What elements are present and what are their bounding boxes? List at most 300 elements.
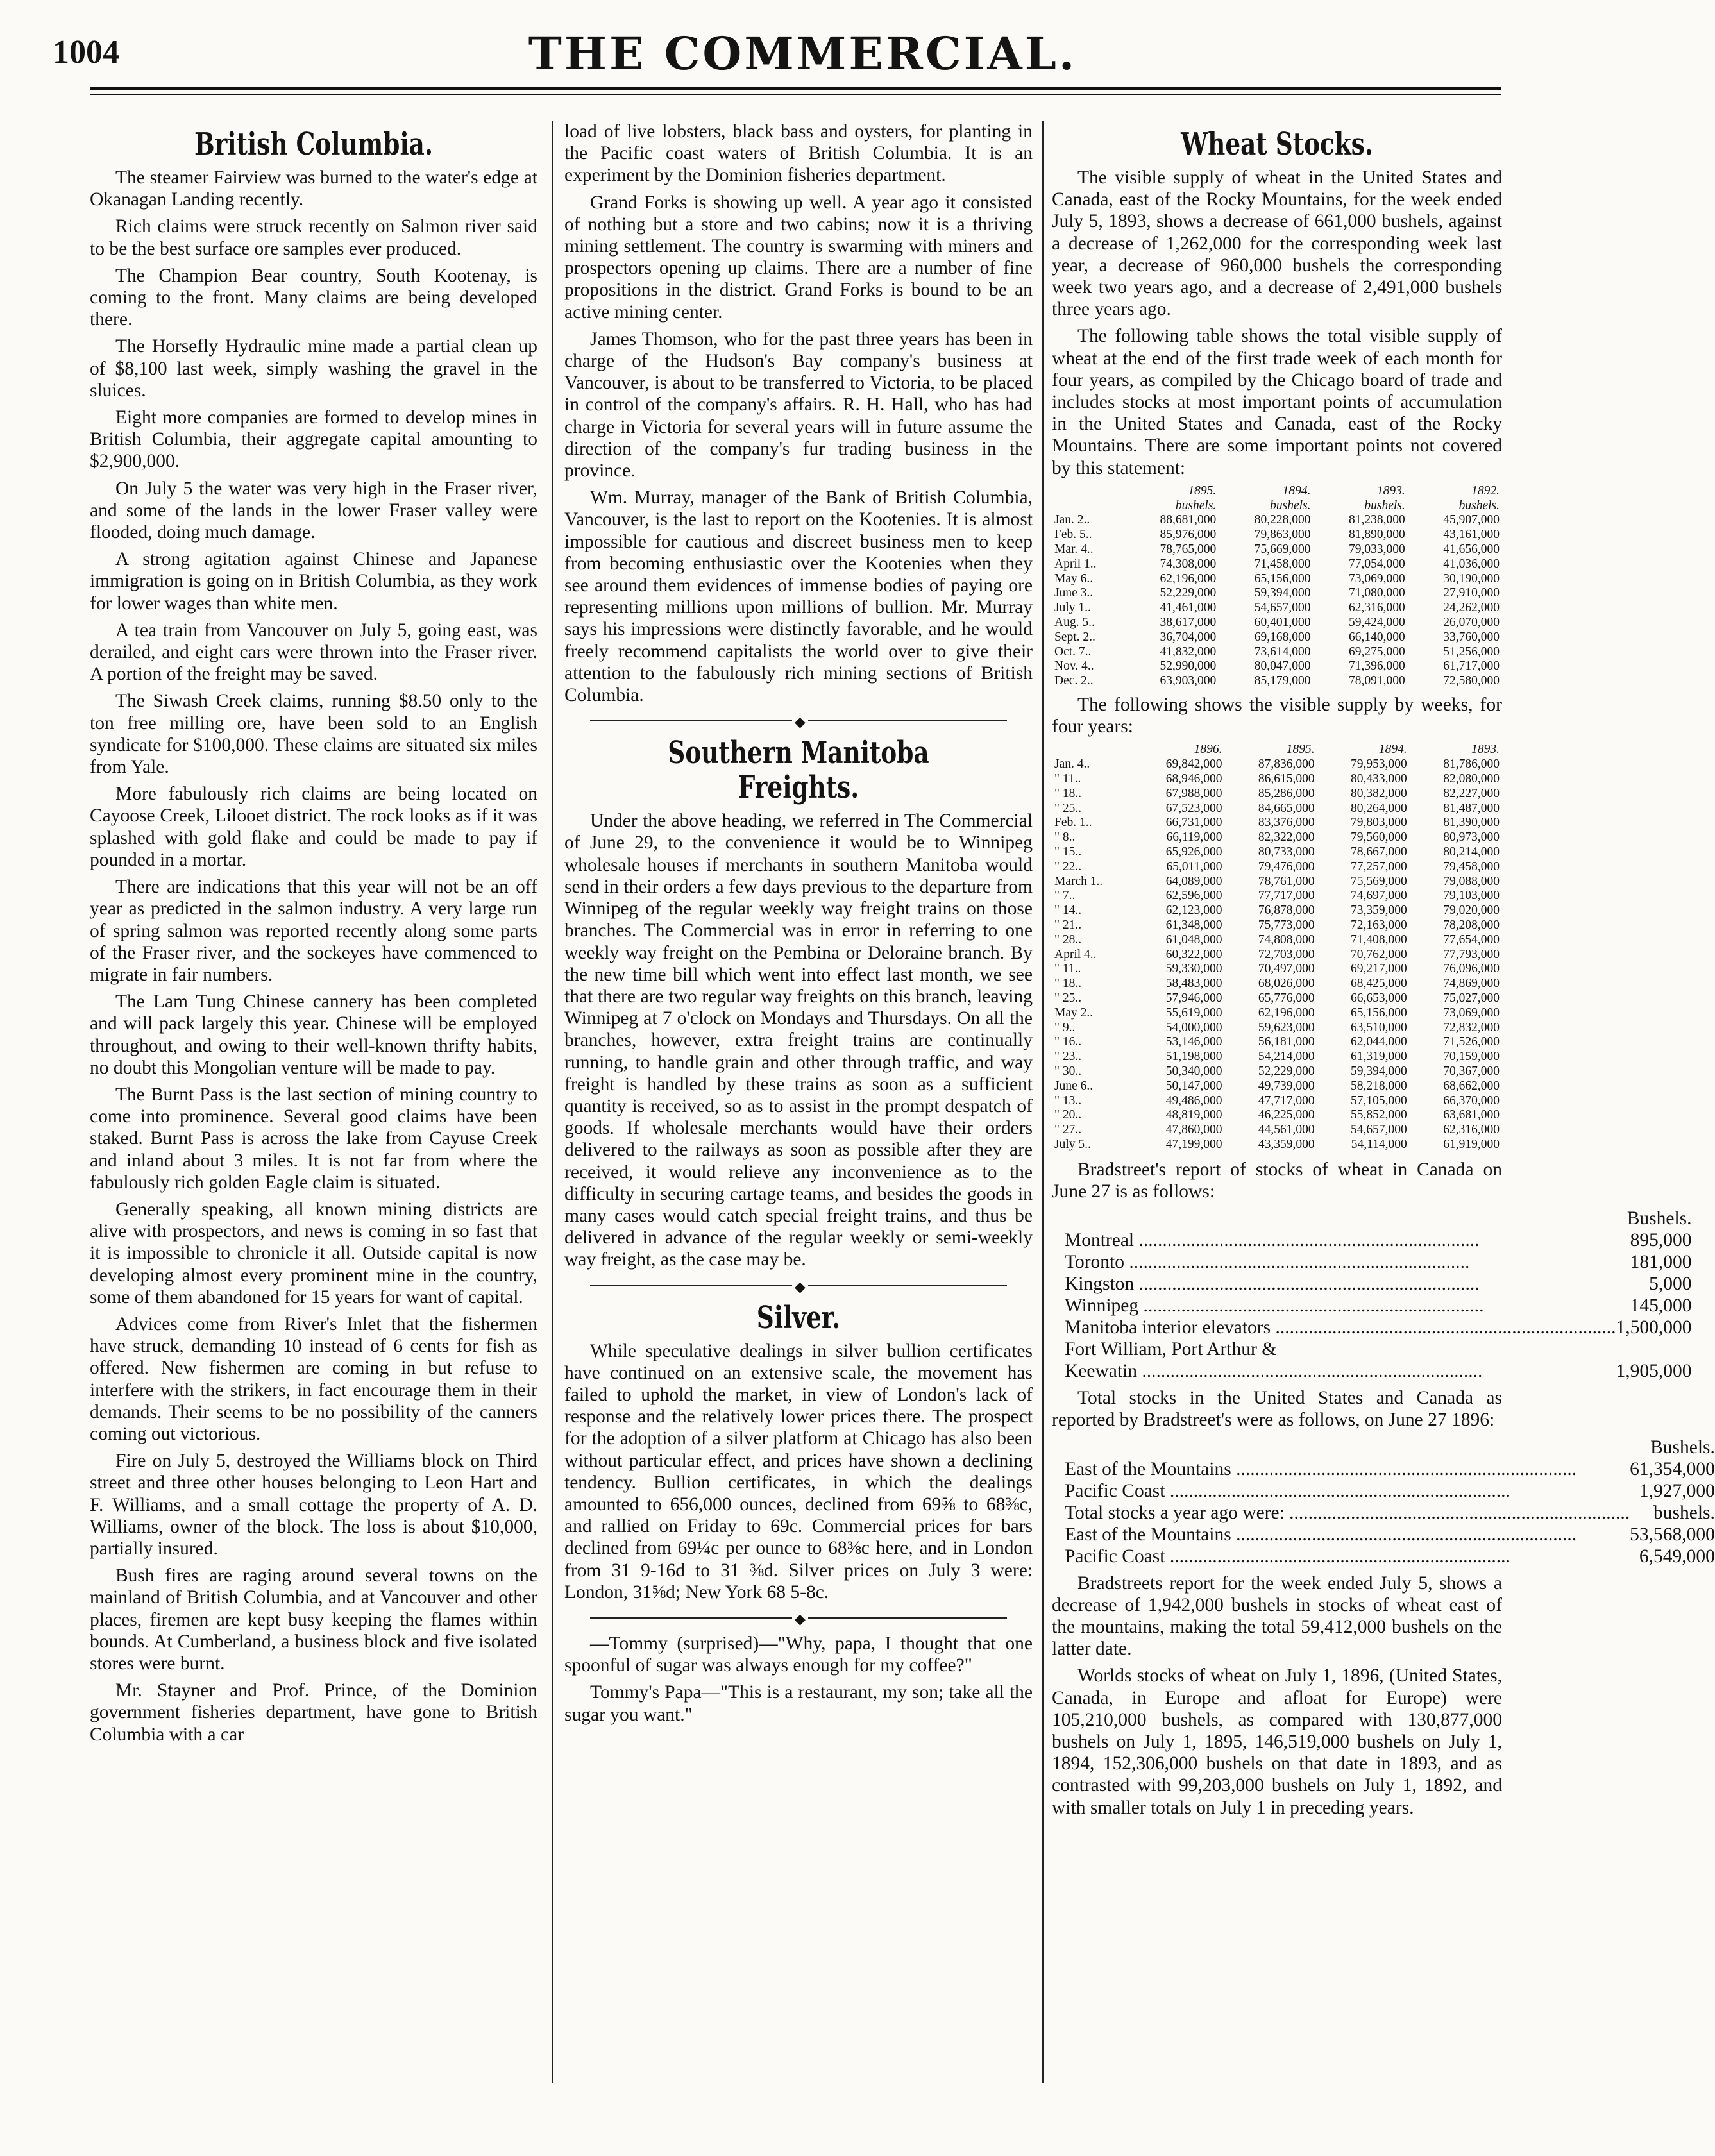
- row-label: July 5..: [1054, 1137, 1091, 1151]
- row-label: March 1..: [1054, 874, 1103, 888]
- stock-location: [1065, 1502, 1630, 1524]
- table-row: [1052, 586, 1502, 601]
- table-row: [1052, 816, 1502, 830]
- row-label: " 21..: [1054, 918, 1082, 932]
- table-row: [1052, 674, 1502, 689]
- table-cell: 54,657,000: [1254, 601, 1311, 615]
- article-paragraph: A tea train from Vancouver on July 5, going east, was derailed, and eight cars were thrown into the Fraser river. A portion of the freight may be saved.: [90, 619, 537, 685]
- stock-row: [1065, 1502, 1715, 1524]
- table-row: [1052, 889, 1502, 904]
- table-header-row: [1052, 743, 1502, 757]
- bushels-header: Bushels.: [1626, 1208, 1692, 1229]
- table-cell: 24,262,000: [1443, 601, 1500, 615]
- table-cell: 75,027,000: [1443, 991, 1500, 1005]
- table-cell: 54,657,000: [1351, 1123, 1407, 1137]
- table-cell: 80,733,000: [1258, 845, 1315, 859]
- article-paragraph: On July 5 the water was very high in the Fraser river, and some of the lands in the lower Fraser valley were flooded, doing much damage.: [90, 478, 537, 543]
- row-label: Dec. 2..: [1054, 674, 1094, 688]
- table-cell: 78,761,000: [1258, 874, 1315, 888]
- article-paragraph: More fabulously rich claims are being located on Cayoose Creek, Lilooet district. The rock looks as if it was splashed with gold flake and could be made to pay if pounded in a mortar.: [90, 784, 537, 870]
- article-paragraph: Bush fires are raging around several towns on the mainland of British Columbia, and at Vancouver and other places, firemen are kept busy keeping the flames within bounds. At Cumberland, a business block and five isolated stores were burnt.: [90, 1565, 537, 1674]
- table-row: [1052, 1123, 1502, 1138]
- table-cell: 67,988,000: [1165, 786, 1222, 800]
- row-label: " 27..: [1054, 1123, 1082, 1137]
- table-cell: 49,739,000: [1258, 1079, 1315, 1093]
- table-cell: 48,819,000: [1165, 1108, 1222, 1122]
- stock-location-label: Winnipeg: [1065, 1295, 1139, 1317]
- table-cell: 73,359,000: [1351, 904, 1407, 918]
- stock-amount: bushels.: [1653, 1502, 1715, 1523]
- stock-location-label: Montreal: [1065, 1230, 1135, 1251]
- weekly-supply-table: [1052, 743, 1502, 1152]
- table-cell: 84,665,000: [1258, 801, 1315, 815]
- table-row: [1052, 962, 1502, 977]
- article-paragraph: The Horsefly Hydraulic mine made a partial clean up of $8,100 last week, simply washing the gravel in the sluices.: [90, 336, 537, 401]
- table-cell: 52,990,000: [1160, 659, 1217, 673]
- page-header: [0, 0, 1605, 90]
- table-cell: 81,238,000: [1348, 513, 1405, 527]
- column-british-columbia: [90, 121, 537, 1751]
- unit-header: bushels.: [1270, 498, 1311, 512]
- table-header-row: [1052, 484, 1502, 499]
- row-label: " 30..: [1054, 1064, 1082, 1078]
- table-cell: 83,376,000: [1258, 816, 1315, 830]
- table-row: [1052, 557, 1502, 572]
- table-cell: 58,483,000: [1165, 977, 1222, 991]
- table-cell: 33,760,000: [1443, 630, 1500, 644]
- row-label: " 14..: [1054, 904, 1082, 918]
- table-cell: 66,370,000: [1443, 1093, 1500, 1107]
- stock-location-label: East of the Mountains: [1065, 1524, 1231, 1545]
- article-title-british-columbia: British Columbia.: [194, 126, 433, 162]
- stock-location-label: Manitoba interior elevators: [1065, 1317, 1271, 1338]
- stock-row: [1065, 1229, 1692, 1251]
- table-cell: 43,359,000: [1258, 1137, 1315, 1151]
- table-row: [1052, 1079, 1502, 1094]
- year-header: 1894.: [1378, 743, 1407, 757]
- table-cell: 75,569,000: [1351, 874, 1407, 888]
- article-paragraph: Mr. Stayner and Prof. Prince, of the Dominion government fisheries department, have gone to British Columbia with a car: [90, 1680, 537, 1745]
- article-paragraph: Grand Forks is showing up well. A year ago it consisted of nothing but a store and two cabins; now it is a thriving mining settlement. The country is swarming with miners and prospectors opening up claims. There are a number of fine propositions in the district. Grand Forks is bound to be an active mining center.: [564, 192, 1033, 323]
- table-cell: 62,596,000: [1165, 889, 1222, 903]
- article-paragraph: Fire on July 5, destroyed the Williams block on Third street and three other houses belonging to Leon Hart and F. Williams, and a small cottage the property of A. D. Williams, owner of the block. The loss is about $10,000, partially insured.: [90, 1451, 537, 1559]
- stock-amount: [1616, 1338, 1692, 1360]
- table-cell: 63,681,000: [1443, 1108, 1500, 1122]
- article-paragraph: The Lam Tung Chinese cannery has been completed and will pack largely this year. Chinese will be employed throughout, and owing to their well-known thrifty habits, no doubt this Mongolian venture will be made to pay.: [90, 991, 537, 1078]
- table-cell: 74,697,000: [1351, 889, 1407, 903]
- year-header: 1893.: [1471, 743, 1500, 757]
- table-cell: 81,890,000: [1348, 528, 1405, 542]
- table-cell: 66,731,000: [1165, 816, 1222, 830]
- row-label: " 18..: [1054, 786, 1082, 800]
- table-row: [1052, 875, 1502, 889]
- table-cell: 75,669,000: [1254, 543, 1311, 557]
- row-label: " 15..: [1054, 845, 1082, 859]
- table-row: [1052, 933, 1502, 948]
- article-paragraph: The visible supply of wheat in the United States and Canada, east of the Rocky Mountains, for the week ended July 5, 1893, shows a decrease of 661,000 bushels, against a decrease of 1,262,000 for the corresponding week last year, a decrease of 960,000 bushels the corresponding week two years ago, and a decrease of 2,491,000 bushels three years ago.: [1052, 167, 1502, 320]
- column-rule-2: [1042, 121, 1044, 2083]
- table-cell: 71,408,000: [1351, 932, 1407, 947]
- stock-location: [1065, 1524, 1630, 1545]
- table-cell: 79,953,000: [1351, 757, 1407, 771]
- table-cell: 51,198,000: [1165, 1050, 1222, 1064]
- table-row: [1052, 1065, 1502, 1079]
- table-cell: 45,907,000: [1443, 513, 1500, 527]
- stock-amount: 895,000: [1630, 1230, 1692, 1251]
- row-label: Aug. 5..: [1054, 616, 1095, 630]
- table-cell: 74,808,000: [1258, 932, 1315, 947]
- table-cell: 81,487,000: [1443, 801, 1500, 815]
- table-cell: 71,080,000: [1348, 586, 1405, 600]
- article-paragraph: The Siwash Creek claims, running $8.50 only to the ton free milling ore, have been sold to an English syndicate for $100,000. These claims are situated six miles from Yale.: [90, 691, 537, 778]
- stock-amount: 145,000: [1630, 1295, 1692, 1317]
- table-cell: 69,168,000: [1254, 630, 1311, 644]
- table-cell: 72,832,000: [1443, 1020, 1500, 1034]
- year-header: 1893.: [1376, 484, 1405, 498]
- table-cell: 54,000,000: [1165, 1020, 1222, 1034]
- table-cell: 79,863,000: [1254, 528, 1311, 542]
- table-cell: 75,773,000: [1258, 918, 1315, 932]
- row-label: Mar. 4..: [1054, 543, 1094, 557]
- table-cell: 62,316,000: [1443, 1123, 1500, 1137]
- column-middle: [564, 121, 1033, 1731]
- table-cell: 77,257,000: [1351, 859, 1407, 873]
- table-cell: 57,946,000: [1165, 991, 1222, 1005]
- row-label: April 4..: [1054, 947, 1097, 961]
- article-paragraph: Eight more companies are formed to develop mines in British Columbia, their aggregate capital amounting to $2,900,000.: [90, 407, 537, 472]
- table-cell: 78,667,000: [1351, 845, 1407, 859]
- masthead-title: THE COMMERCIAL.: [528, 27, 1077, 80]
- table-cell: 63,903,000: [1160, 674, 1217, 688]
- table-cell: 50,147,000: [1165, 1079, 1222, 1093]
- stock-location-label: Fort William, Port Arthur &: [1065, 1339, 1277, 1360]
- table-cell: 65,011,000: [1166, 859, 1222, 873]
- table-cell: 61,919,000: [1443, 1137, 1500, 1151]
- anecdote-paragraph: Tommy's Papa—"This is a restaurant, my son; take all the sugar you want.": [564, 1682, 1033, 1725]
- anecdote-paragraph: —Tommy (surprised)—"Why, papa, I thought that one spoonful of sugar was always enough for my coffee?": [564, 1633, 1033, 1676]
- stock-location-label: Keewatin: [1065, 1361, 1138, 1382]
- table-cell: 82,080,000: [1443, 772, 1500, 786]
- table-cell: 76,878,000: [1258, 904, 1315, 918]
- table-cell: 74,308,000: [1160, 557, 1217, 571]
- table-cell: 53,146,000: [1165, 1035, 1222, 1049]
- table-cell: 66,653,000: [1351, 991, 1407, 1005]
- table-row: [1052, 904, 1502, 918]
- table-cell: 70,762,000: [1351, 947, 1407, 961]
- table-row: [1052, 772, 1502, 787]
- row-label: Feb. 1..: [1054, 816, 1092, 830]
- row-label: " 9..: [1054, 1020, 1076, 1034]
- table-cell: 41,036,000: [1443, 557, 1500, 571]
- table-cell: 61,717,000: [1443, 659, 1500, 673]
- article-paragraph: The following shows the visible supply by weeks, for four years:: [1052, 695, 1502, 737]
- table-cell: 59,330,000: [1165, 962, 1222, 976]
- stock-row: [1065, 1524, 1715, 1545]
- table-cell: 62,123,000: [1165, 904, 1222, 918]
- table-row: [1052, 802, 1502, 816]
- table-cell: 72,703,000: [1258, 947, 1315, 961]
- article-paragraph: The steamer Fairview was burned to the water's edge at Okanagan Landing recently.: [90, 167, 537, 210]
- table-cell: 76,096,000: [1443, 962, 1500, 976]
- table-cell: 80,047,000: [1254, 659, 1311, 673]
- page-number: 1004: [53, 34, 119, 71]
- table-cell: 61,319,000: [1351, 1050, 1407, 1064]
- row-label: July 1..: [1054, 601, 1091, 615]
- table-cell: 51,256,000: [1443, 644, 1500, 659]
- table-cell: 66,140,000: [1348, 630, 1405, 644]
- table-cell: 57,105,000: [1351, 1093, 1407, 1107]
- article-paragraph: There are indications that this year will not be an off year as predicted in the salmon industry. A very large run of spring salmon was reported recently along some parts of the Fraser river, and the sockeyes have commenced to migrate in fair numbers.: [90, 877, 537, 985]
- table-row: [1052, 1094, 1502, 1109]
- table-cell: 82,322,000: [1258, 830, 1315, 845]
- table-row: [1052, 860, 1502, 875]
- stock-location: [1065, 1545, 1630, 1567]
- stock-row: [1065, 1251, 1692, 1273]
- row-label: " 13..: [1054, 1093, 1082, 1107]
- year-header: 1895.: [1188, 484, 1217, 498]
- stock-amount: 181,000: [1630, 1252, 1692, 1273]
- article-paragraph: Bradstreet's report of stocks of wheat in Canada on June 27 is as follows:: [1052, 1159, 1502, 1202]
- table-row: [1052, 1138, 1502, 1152]
- table-cell: 49,486,000: [1165, 1093, 1222, 1107]
- table-cell: 78,091,000: [1348, 674, 1405, 688]
- table-cell: 70,159,000: [1443, 1050, 1500, 1064]
- table-cell: 87,836,000: [1258, 757, 1315, 771]
- row-label: " 25..: [1054, 991, 1082, 1005]
- table-cell: 52,229,000: [1160, 586, 1217, 600]
- table-cell: 78,765,000: [1160, 543, 1217, 557]
- table-cell: 47,717,000: [1258, 1093, 1315, 1107]
- table-cell: 62,316,000: [1348, 601, 1405, 615]
- table-cell: 77,654,000: [1443, 932, 1500, 947]
- table-cell: 59,394,000: [1254, 586, 1311, 600]
- stock-amount: 1,500,000: [1616, 1317, 1692, 1338]
- table-cell: 55,852,000: [1351, 1108, 1407, 1122]
- table-cell: 59,424,000: [1348, 616, 1405, 630]
- table-row: [1052, 1035, 1502, 1050]
- table-cell: 54,114,000: [1351, 1137, 1407, 1151]
- table-cell: 69,217,000: [1351, 962, 1407, 976]
- row-label: " 18..: [1054, 977, 1082, 991]
- stock-row: [1065, 1458, 1715, 1480]
- stock-location: [1065, 1229, 1616, 1251]
- table-cell: 79,560,000: [1351, 830, 1407, 845]
- section-divider: [590, 1280, 1007, 1292]
- article-title-wheat-stocks: Wheat Stocks.: [1181, 126, 1373, 162]
- table-cell: 72,163,000: [1351, 918, 1407, 932]
- article-paragraph: Worlds stocks of wheat on July 1, 1896, (United States, Canada, in Europe and afloat for Europe) were 105,210,000 bushels, as compared with 130,877,000 bushels on July 1, 1895, 146,519,000 bushels on July 1, 1894, 152,306,000 bushels on that date in 1893, and as contrasted with 99,203,000 bushels on July 1, 1892, and with smaller totals on July 1 in preceding years.: [1052, 1665, 1502, 1818]
- table-cell: 73,069,000: [1348, 571, 1405, 585]
- table-cell: 77,793,000: [1443, 947, 1500, 961]
- table-cell: 80,214,000: [1443, 845, 1500, 859]
- table-cell: 68,662,000: [1443, 1079, 1500, 1093]
- table-row: [1052, 977, 1502, 991]
- table-cell: 73,614,000: [1254, 644, 1311, 659]
- stock-row: [1065, 1545, 1715, 1567]
- row-label: " 25..: [1054, 801, 1082, 815]
- table-cell: 58,218,000: [1351, 1079, 1407, 1093]
- article-paragraph: The Champion Bear country, South Kootenay, is coming to the front. Many claims are being developed there.: [90, 265, 537, 330]
- row-label: Nov. 4..: [1054, 659, 1094, 673]
- table-row: [1052, 572, 1502, 587]
- table-cell: 85,179,000: [1254, 674, 1311, 688]
- table-row: [1052, 543, 1502, 557]
- stock-location: [1065, 1480, 1630, 1502]
- table-row: [1052, 601, 1502, 616]
- table-cell: 69,842,000: [1165, 757, 1222, 771]
- section-divider: [590, 1612, 1007, 1624]
- table-row: [1052, 659, 1502, 674]
- table-cell: 46,225,000: [1258, 1108, 1315, 1122]
- row-label: May 6..: [1054, 571, 1094, 585]
- table-cell: 62,196,000: [1160, 571, 1217, 585]
- row-label: " 11..: [1054, 962, 1081, 976]
- stock-location: [1065, 1295, 1616, 1317]
- us-canada-stocks-table: [1065, 1436, 1715, 1567]
- stock-amount: 1,905,000: [1616, 1361, 1692, 1382]
- year-header: 1892.: [1471, 484, 1500, 498]
- table-row: [1052, 1050, 1502, 1065]
- table-cell: 79,033,000: [1348, 543, 1405, 557]
- table-cell: 78,208,000: [1443, 918, 1500, 932]
- stock-row: [1065, 1273, 1692, 1295]
- table-cell: 79,476,000: [1258, 859, 1315, 873]
- table-unit-row: [1052, 499, 1502, 514]
- row-label: Sept. 2..: [1054, 630, 1095, 644]
- table-cell: 65,926,000: [1165, 845, 1222, 859]
- row-label: April 1..: [1054, 557, 1097, 571]
- table-cell: 85,286,000: [1258, 786, 1315, 800]
- article-paragraph: Generally speaking, all known mining districts are alive with prospectors, and news is coming in so fast that it is impossible to chronicle it all. Outside capital is now developing almost every prominent mine in the country, some of them abandoned for 15 years for want of capital.: [90, 1199, 537, 1308]
- unit-header: bushels.: [1458, 498, 1500, 512]
- table-cell: 79,803,000: [1351, 816, 1407, 830]
- stock-location: [1065, 1273, 1616, 1295]
- table-cell: 47,199,000: [1165, 1137, 1222, 1151]
- stock-location-label: Pacific Coast: [1065, 1545, 1165, 1567]
- row-label: Jan. 4..: [1054, 757, 1090, 771]
- article-paragraph: The Burnt Pass is the last section of mining country to come into prominence. Several good claims have been staked. Burnt Pass is across the lake from Cayuse Creek and inland about 3 miles. It is not far from where the fabulously rich golden Eagle claim is situated.: [90, 1084, 537, 1193]
- table-row: [1052, 1021, 1502, 1036]
- table-row: [1052, 948, 1502, 963]
- stock-row: [1065, 1317, 1692, 1338]
- year-header: 1894.: [1282, 484, 1311, 498]
- table-cell: 77,054,000: [1348, 557, 1405, 571]
- monthly-supply-rows: [1052, 513, 1502, 689]
- table-row: [1052, 787, 1502, 802]
- table-cell: 26,070,000: [1443, 616, 1500, 630]
- table-cell: 80,382,000: [1351, 786, 1407, 800]
- table-cell: 79,103,000: [1443, 889, 1500, 903]
- row-label: " 7..: [1054, 889, 1076, 903]
- row-label: May 2..: [1054, 1006, 1094, 1020]
- year-header: 1895.: [1286, 743, 1315, 757]
- table-row: [1052, 830, 1502, 845]
- table-cell: 59,394,000: [1351, 1064, 1407, 1078]
- table-cell: 64,089,000: [1165, 874, 1222, 888]
- article-paragraph: While speculative dealings in silver bullion certificates have continued on an extensive scale, the movement has failed to uphold the market, in view of London's lack of response and the relatively lower prices there. The prospect for the adoption of a silver platform at Chicago has also been without particular effect, and prices have shown a declining tendency. Bullion certificates, in which the dealings amounted to 656,000 ounces, declined from 69⅝ to 68⅜c, and rallied on Friday to 69c. Commercial prices for bars declined from 69¼c per ounce to 68⅜c here, and in London from 31 9-16d to 31 ⅜d. Silver prices on July 3 were: London, 31⅝d; New York 68 5-8c.: [564, 1340, 1033, 1603]
- table-row: [1052, 1108, 1502, 1123]
- table-row: [1052, 645, 1502, 660]
- table-cell: 62,196,000: [1258, 1006, 1315, 1020]
- article-paragraph: Rich claims were struck recently on Salmon river said to be the best surface ore samples ever produced.: [90, 216, 537, 259]
- bushels-header: Bushels.: [1650, 1436, 1715, 1458]
- header-rule-thin: [90, 94, 1501, 95]
- table-cell: 73,069,000: [1443, 1006, 1500, 1020]
- table-cell: 80,973,000: [1443, 830, 1500, 845]
- unit-header: bushels.: [1364, 498, 1405, 512]
- table-cell: 65,776,000: [1258, 991, 1315, 1005]
- table-cell: 62,044,000: [1351, 1035, 1407, 1049]
- table-cell: 79,088,000: [1443, 874, 1500, 888]
- table-cell: 80,264,000: [1351, 801, 1407, 815]
- table-cell: 77,717,000: [1258, 889, 1315, 903]
- table-cell: 43,161,000: [1443, 528, 1500, 542]
- table-cell: 41,461,000: [1160, 601, 1217, 615]
- table-cell: 55,619,000: [1165, 1006, 1222, 1020]
- table-cell: 72,580,000: [1443, 674, 1500, 688]
- stock-location-label: Pacific Coast: [1065, 1480, 1165, 1501]
- row-label: " 11..: [1054, 772, 1081, 786]
- table-cell: 65,156,000: [1351, 1006, 1407, 1020]
- canada-stocks-table: [1065, 1208, 1692, 1382]
- article-paragraph: Advices come from River's Inlet that the fishermen have struck, demanding 10 instead of 6 cents for fish as offered. New fishermen are coming in but refuse to interfere with the strikers, in fact encourage them in their demands. Their seems to be no possibility of the canners coming out victorious.: [90, 1313, 537, 1444]
- table-cell: 63,510,000: [1351, 1020, 1407, 1034]
- section-divider: [590, 715, 1007, 727]
- article-paragraph: Bradstreets report for the week ended July 5, shows a decrease of 1,942,000 bushels in stocks of wheat east of the mountains, making the total 59,412,000 bushels on the latter date.: [1052, 1572, 1502, 1660]
- table-cell: 41,656,000: [1443, 543, 1500, 557]
- table-row: [1052, 845, 1502, 860]
- stock-location: [1065, 1317, 1616, 1338]
- header-rule-thick: [90, 87, 1501, 90]
- table-cell: 66,119,000: [1166, 830, 1222, 845]
- stock-row: [1065, 1338, 1692, 1360]
- table-cell: 61,048,000: [1165, 932, 1222, 947]
- table-cell: 81,786,000: [1443, 757, 1500, 771]
- table-cell: 60,322,000: [1165, 947, 1222, 961]
- monthly-supply-table: [1052, 484, 1502, 689]
- stock-location: [1065, 1251, 1616, 1273]
- table-cell: 67,523,000: [1165, 801, 1222, 815]
- stock-row: [1065, 1360, 1692, 1382]
- table-cell: 41,832,000: [1160, 644, 1217, 659]
- table-cell: 30,190,000: [1443, 571, 1500, 585]
- article-paragraph: Under the above heading, we referred in The Commercial of June 29, to the convenience it would be to Winnipeg wholesale houses if merchants in southern Manitoba would send in their orders a few days previous to the departure from Winnipeg of the regular weekly way freight trains on those branches. The Commercial was in error in referring to one weekly way freight on the Pembina or Deloraine branch. By the new time bill which went into effect last month, we see that there are two regular way freights on this branch, leaving Winnipeg at 7 o'clock on Mondays and Thursdays. On all the branches, however, extra freight trains are continually running, to handle grain and other through traffic, and way freight is handled by these trains as soon as a sufficient quantity is received, so as to assist in the prompt despatch of goods. If wholesale merchants would have their orders delivered to the railways as soon as possible after they are received, it would relieve any inconvenience as to the difficulty in securing cartage teams, and besides the goods in many cases would catch special freight trains, and thus be delivered in advance of the regular weekly or semi-weekly way freight, as the case may be.: [564, 811, 1033, 1270]
- stock-amount: 1,927,000: [1639, 1480, 1715, 1501]
- table-row: [1052, 757, 1502, 772]
- row-label: June 6..: [1054, 1079, 1094, 1093]
- table-row: [1052, 630, 1502, 645]
- article-paragraph: load of live lobsters, black bass and oysters, for planting in the Pacific coast waters of British Columbia. It is an experiment by the Dominion fisheries department.: [564, 121, 1033, 186]
- stock-row: [1065, 1480, 1715, 1502]
- row-label: " 28..: [1054, 932, 1082, 947]
- table-row: [1052, 513, 1502, 528]
- row-label: " 22..: [1054, 859, 1082, 873]
- table-cell: 85,976,000: [1160, 528, 1217, 542]
- row-label: " 16..: [1054, 1035, 1082, 1049]
- table-cell: 86,615,000: [1258, 772, 1315, 786]
- article-paragraph: Wm. Murray, manager of the Bank of British Columbia, Vancouver, is the last to report on the Kootenies. It is almost impossible for cautious and discreet business men to keep from becoming enthusiastic over the Kootenies when they see around them evidences of immense bodies of paying ore representing millions upon millions of bullion. Mr. Murray says his impressions were distinctly favorable, and he would freely recommend capitalists the world over to give their attention to the fabulously rich mining sections of British Columbia.: [564, 487, 1033, 706]
- column-wheat-stocks: [1052, 121, 1715, 1824]
- table-cell: 50,340,000: [1165, 1064, 1222, 1078]
- table-cell: 38,617,000: [1160, 616, 1217, 630]
- table-cell: 69,275,000: [1348, 644, 1405, 659]
- stock-amount: 6,549,000: [1639, 1545, 1715, 1567]
- row-label: " 20..: [1054, 1108, 1082, 1122]
- stock-location: [1065, 1360, 1616, 1382]
- table-cell: 68,425,000: [1351, 977, 1407, 991]
- table-cell: 71,458,000: [1254, 557, 1311, 571]
- unit-header: bushels.: [1175, 498, 1217, 512]
